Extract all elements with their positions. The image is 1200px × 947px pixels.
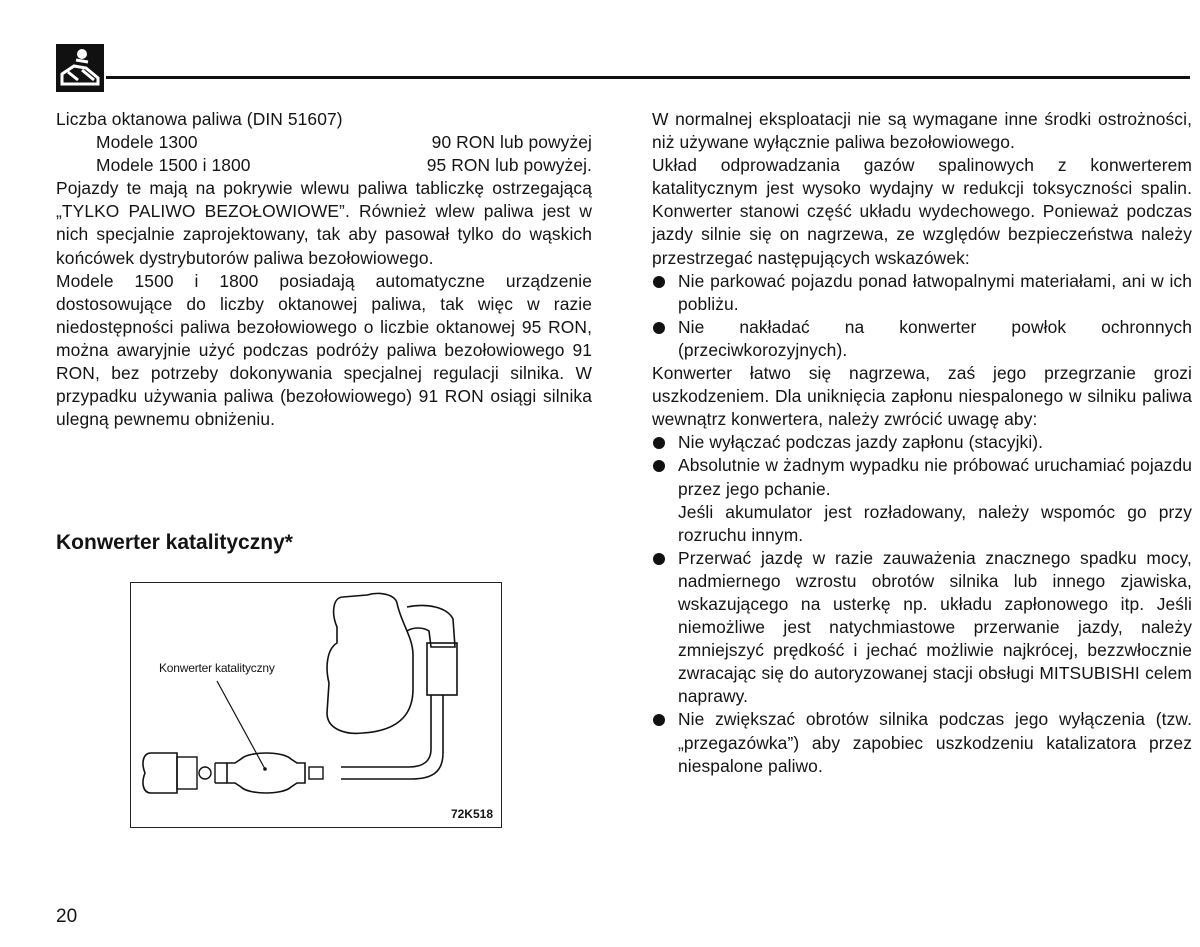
paragraph: W normalnej eksploatacji nie są wymagane inne środki ostrożności, niż używane wyłącznie paliwa bezołowiowego. xyxy=(652,109,1192,153)
right-column xyxy=(652,108,1192,778)
model-value: 90 RON lub powyżej xyxy=(431,132,592,153)
left-column xyxy=(56,108,592,431)
bullet-icon xyxy=(653,714,665,726)
model-label: Modele 1500 i 1800 xyxy=(96,155,251,176)
bullet-item: Przerwać jazdę w razie zauważenia znacznego spadku mocy, nadmiernego wzrostu obrotów silnika lub innego zjawiska, wskazującego na usterkę np. układu zapłonowego itp. Jeśli niemożliwe jest natychmiastowe przerwanie jazdy, należy zmniejszyć prędkość i jechać możliwie najkrócej, bezzwłocznie zwracając się do autoryzowanej stacji obsługi MITSUBISHI celem naprawy. xyxy=(652,547,1192,709)
octane-title: Liczba oktanowa paliwa (DIN 51607) xyxy=(56,109,343,129)
figure-code: 72K518 xyxy=(450,807,493,821)
catalytic-converter-figure xyxy=(130,582,502,828)
page-number: 20 xyxy=(56,906,78,927)
bullet-icon xyxy=(653,553,665,565)
bullet-item: Nie zwiększać obrotów silnika podczas jego wyłączenia (tzw. „przegazówka”) aby zapobiec uszkodzeniu katalizatora przez niespalone paliwo. xyxy=(652,708,1192,777)
figure-label: Konwerter katalityczny xyxy=(159,661,275,675)
paragraph: Układ odprowadzania gazów spalinowych z konwerterem katalitycznym jest wysoko wydajny w redukcji toksyczności spalin. Konwerter stanowi część układu wydechowego. Ponieważ podczas jazdy silnie się on nagrzewa, ze względów bezpieczeństwa należy przestrzegać następujących wskazówek: xyxy=(652,155,1192,268)
bullet-item: Nie parkować pojazdu ponad łatwopalnymi materiałami, ani w ich pobliżu. xyxy=(652,270,1192,316)
bullet-item: Absolutnie w żadnym wypadku nie próbować uruchamiać pojazdu przez jego pchanie. Jeśli akumulator jest rozładowany, należy wspomóc go przy rozruchu innym. xyxy=(652,454,1192,546)
bullet-icon xyxy=(653,437,665,449)
header-rule xyxy=(106,76,1190,79)
bullet-icon xyxy=(653,460,665,472)
paragraph: Pojazdy te mają na pokrywie wlewu paliwa tabliczkę ostrzegającą „TYLKO PALIWO BEZOŁOWIOWE”. Również wlew paliwa jest w nich specjalnie zaprojektowany, tak aby pasował tylko do wąskich końcówek dystrybutorów paliwa bezołowiowego. xyxy=(56,178,592,268)
paragraph: Konwerter łatwo się nagrzewa, zaś jego przegrzanie grozi uszkodzeniem. Dla uniknięcia zapłonu niespalonego w silniku paliwa wewnątrz konwertera, należy zwrócić uwagę aby: xyxy=(652,363,1192,430)
car-pump-icon xyxy=(56,44,104,92)
model-row xyxy=(56,154,592,177)
bullet-icon xyxy=(653,276,665,288)
bullet-icon xyxy=(653,322,665,334)
section-heading: Konwerter katalityczny* xyxy=(56,531,293,554)
bullet-item: Nie nakładać na konwerter powłok ochronnych (przeciwkorozyjnych). xyxy=(652,316,1192,362)
bullet-subtext: Jeśli akumulator jest rozładowany, należy wspomóc go przy rozruchu innym. xyxy=(678,501,1192,545)
bullet-item: Nie wyłączać podczas jazdy zapłonu (stacyjki). xyxy=(652,431,1192,454)
model-label: Modele 1300 xyxy=(96,132,198,153)
model-value: 95 RON lub powyżej. xyxy=(426,155,592,176)
paragraph: Modele 1500 i 1800 posiadają automatyczne urządzenie dostosowujące do liczby oktanowej paliwa, tak więc w razie niedostępności paliwa bezołowiowego o liczbie oktanowej 95 RON, można awaryjnie użyć podczas podróży paliwa bezołowiowego 91 RON, bez potrzeby dokonywania specjalnej regulacji silnika. W przypadku używania paliwa (bezołowiowego) 91 RON osiągi silnika ulegną pewnemu obniżeniu. xyxy=(56,270,592,430)
model-row xyxy=(56,131,592,154)
